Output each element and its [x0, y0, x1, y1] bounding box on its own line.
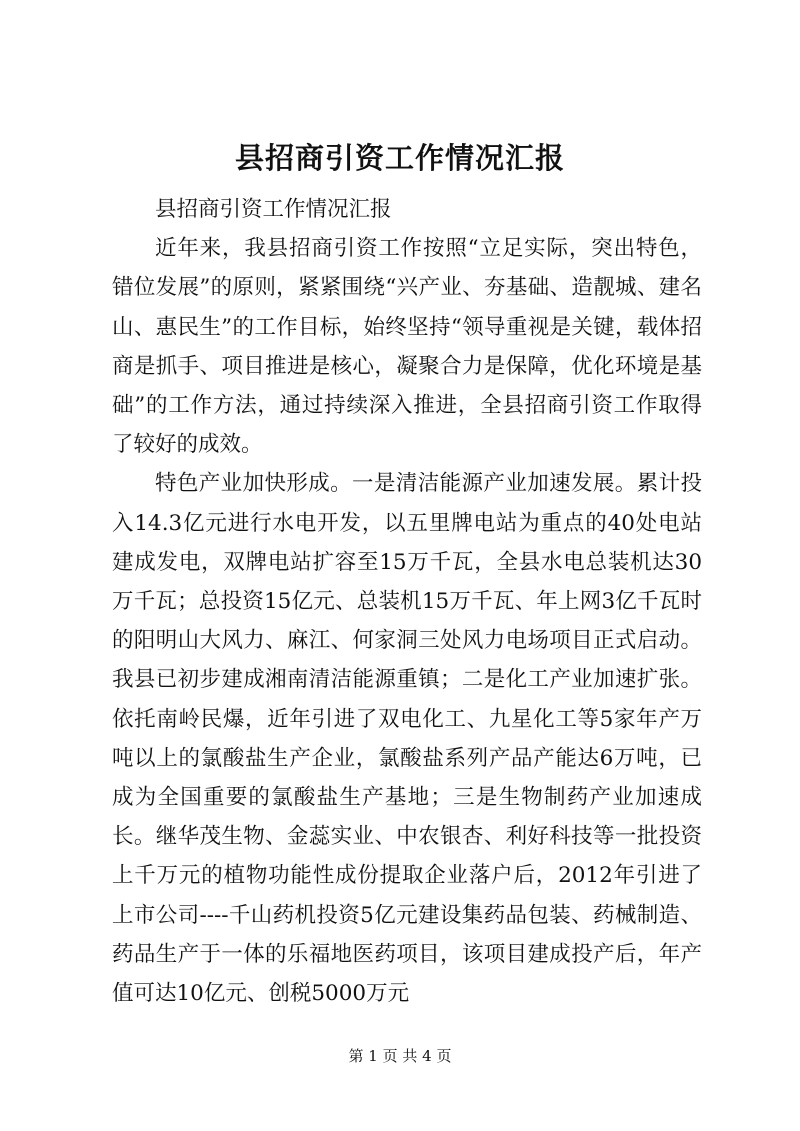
paragraph-industry: 特色产业加快形成。一是清洁能源产业加速发展。累计投入14.3亿元进行水电开发，以五里牌电站为重点的40处电站建成发电，双牌电站扩容至15万千瓦，全县水电总装机达30万千瓦；总投资15亿元、总装机15万千瓦、年上网3亿千瓦时的阳明山大风力、麻江、何家洞三处风力电场项目正式启动。我县已初步建成湘南清洁能源重镇；二是化工产业加速扩张。依托南岭民爆，近年引进了双电化工、九星化工等5家年产万吨以上的氯酸盐生产企业，氯酸盐系列产品产能达6万吨，已成为全国重要的氯酸盐生产基地；三是生物制药产业加速成长。继华茂生物、金蕊实业、中农银杏、利好科技等一批投资上千万元的植物功能性成份提取企业落户后，2012年引进了上市公司----千山药机投资5亿元建设集药品包装、药械制造、药品生产于一体的乐福地医药项目，该项目建成投产后，年产值可达10亿元、创税5000万元: [112, 471, 702, 1007]
paragraph-subtitle: 县招商引资工作情况汇报: [155, 197, 392, 222]
document-body: [112, 190, 702, 1013]
page-title: 县招商引资工作情况汇报: [234, 141, 565, 175]
page-number-footer: [0, 1046, 800, 1066]
paragraph-intro: 近年来，我县招商引资工作按照“立足实际，突出特色，错位发展”的原则，紧紧围绕“兴产业、夯基础、造靓城、建名山、惠民生”的工作目标，始终坚持“领导重视是关键，载体招商是抓手、项目推进是核心，凝聚合力是保障，优化环境是基础”的工作方法，通过持续深入推进，全县招商引资工作取得了较好的成效。: [112, 236, 702, 458]
page-number-text: 第 1 页 共 4 页: [348, 1047, 452, 1065]
